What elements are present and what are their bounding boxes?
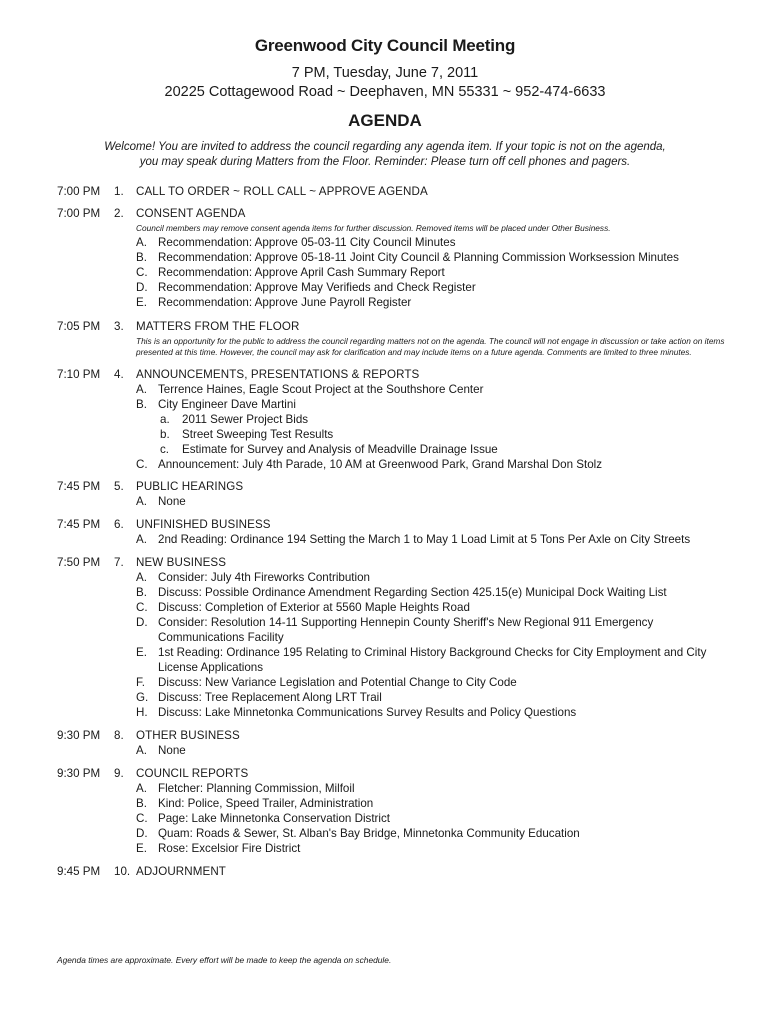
item-time: 7:05 PM: [57, 319, 101, 333]
sub-item-text: Recommendation: Approve 05-18-11 Joint City Council & Planning Commission Worksession Minutes: [158, 250, 679, 264]
item-body: [136, 319, 726, 359]
sub-item-letter: A.: [136, 382, 147, 396]
sub-item: [136, 796, 726, 811]
item-body: [136, 728, 726, 758]
sub-item-text: Terrence Haines, Eagle Scout Project at the Southshore Center: [158, 382, 484, 396]
sub-item-text: Discuss: Completion of Exterior at 5560 Maple Heights Road: [158, 600, 470, 614]
sub-item-text: Quam: Roads & Sewer, St. Alban's Bay Bridge, Minnetonka Community Education: [158, 826, 580, 840]
sub-item: [136, 494, 726, 509]
item-body: [136, 184, 726, 199]
sub-item-letter: A.: [136, 494, 147, 508]
sub-item-letter: G.: [136, 690, 149, 704]
welcome-line: you may speak during Matters from the Floor. Reminder: Please turn off cell phones and pagers.: [139, 156, 631, 168]
item-title: ANNOUNCEMENTS, PRESENTATIONS & REPORTS: [136, 367, 420, 381]
sub-item: [136, 235, 726, 250]
item-number: 4.: [114, 367, 124, 381]
welcome-line: Welcome! You are invited to address the council regarding any agenda item. If your topic is not on the agenda,: [104, 141, 666, 153]
item-body: [136, 517, 726, 547]
agenda-item: [0, 206, 770, 310]
item-title: NEW BUSINESS: [136, 555, 227, 569]
agenda-item: [0, 319, 770, 359]
sub-item-text: Page: Lake Minnetonka Conservation District: [158, 811, 390, 825]
sub-item-text: Consider: Resolution 14-11 Supporting Hennepin County Sheriff's New Regional 911 Emergency Communications Facility: [158, 615, 654, 644]
sub-item-letter: A.: [136, 532, 147, 546]
sub-item: [136, 382, 726, 397]
item-number: 10.: [114, 864, 131, 878]
item-note: Council members may remove consent agenda items for further discussion. Removed items will be placed under Other Business.: [136, 223, 611, 233]
sub-sub-item-text: Estimate for Survey and Analysis of Meadville Drainage Issue: [182, 442, 498, 456]
sub-item-text: Recommendation: Approve April Cash Summary Report: [158, 265, 445, 279]
sub-sub-item-letter: c.: [160, 442, 170, 456]
item-number: 8.: [114, 728, 124, 742]
sub-item-letter: D.: [136, 280, 148, 294]
meeting-address: 20225 Cottagewood Road ~ Deephaven, MN 55331 ~ 952-474-6633: [164, 84, 606, 100]
sub-item-letter: A.: [136, 570, 147, 584]
sub-item-text: Fletcher: Planning Commission, Milfoil: [158, 781, 355, 795]
agenda-item: [0, 184, 770, 199]
sub-item-text: Recommendation: Approve May Verifieds and Check Register: [158, 280, 476, 294]
item-title: MATTERS FROM THE FLOOR: [136, 319, 300, 333]
item-body: [136, 864, 726, 879]
item-body: [136, 555, 726, 720]
sub-item-letter: A.: [136, 781, 147, 795]
sub-item-text: Discuss: Lake Minnetonka Communications Survey Results and Policy Questions: [158, 705, 577, 719]
sub-item: [136, 585, 726, 600]
agenda-heading: AGENDA: [348, 111, 422, 130]
sub-item-letter: B.: [136, 796, 147, 810]
item-body: [136, 367, 726, 472]
sub-item-list: [136, 382, 726, 472]
sub-item: [136, 675, 726, 690]
sub-item-letter: C.: [136, 265, 148, 279]
item-title: UNFINISHED BUSINESS: [136, 517, 271, 531]
sub-item-text: Kind: Police, Speed Trailer, Administration: [158, 796, 374, 810]
sub-item: [136, 690, 726, 705]
agenda-item: [0, 517, 770, 547]
sub-item-letter: B.: [136, 250, 147, 264]
agenda-items: [0, 184, 770, 887]
agenda-item: [0, 555, 770, 720]
agenda-item: [0, 479, 770, 509]
welcome-note: [70, 140, 700, 170]
sub-item: [136, 705, 726, 720]
sub-item-letter: D.: [136, 615, 148, 629]
item-time: 7:10 PM: [57, 367, 101, 381]
sub-item-letter: A.: [136, 235, 147, 249]
sub-sub-item-letter: b.: [160, 427, 170, 441]
sub-item-text: Recommendation: Approve 05-03-11 City Council Minutes: [158, 235, 456, 249]
item-title: CONSENT AGENDA: [136, 207, 246, 220]
item-title: PUBLIC HEARINGS: [136, 479, 244, 493]
item-time: 7:45 PM: [57, 479, 101, 493]
item-body: [136, 479, 726, 509]
sub-item-text: Recommendation: Approve June Payroll Register: [158, 295, 412, 309]
sub-item-text: None: [158, 743, 186, 757]
item-number: 1.: [114, 185, 124, 198]
sub-item-letter: E.: [136, 295, 147, 309]
item-number: 6.: [114, 517, 124, 531]
item-time: 7:00 PM: [57, 185, 101, 198]
item-number: 9.: [114, 766, 124, 780]
sub-item: [136, 457, 726, 472]
item-title: COUNCIL REPORTS: [136, 766, 249, 780]
item-time: 7:50 PM: [57, 555, 101, 569]
item-title: ADJOURNMENT: [136, 864, 226, 878]
sub-sub-item-group: [136, 412, 726, 457]
sub-item-list: [136, 532, 726, 547]
meeting-title: Greenwood City Council Meeting: [254, 36, 516, 55]
sub-item: [136, 532, 726, 547]
agenda-item: [0, 864, 770, 879]
sub-item: [136, 781, 726, 796]
sub-item-text: Discuss: Tree Replacement Along LRT Trail: [158, 690, 382, 704]
sub-item: [136, 295, 726, 310]
item-note: This is an opportunity for the public to address the council regarding matters not on the agenda. The council will not engage in discussion or take action on items presented at this time. However, the council may ask for clarification and may include items on a future agenda. Comments are limited to three minutes.: [136, 335, 725, 357]
sub-sub-item-text: Street Sweeping Test Results: [182, 427, 334, 441]
item-time: 7:00 PM: [57, 207, 101, 220]
item-number: 7.: [114, 555, 124, 569]
agenda-item: [0, 728, 770, 758]
item-number: 5.: [114, 479, 124, 493]
item-time: 7:45 PM: [57, 517, 101, 531]
agenda-item: [0, 766, 770, 856]
item-number: 2.: [114, 207, 124, 220]
sub-sub-item-letter: a.: [160, 412, 170, 426]
sub-item-list: [136, 235, 726, 310]
sub-sub-item-text: 2011 Sewer Project Bids: [182, 412, 309, 426]
sub-item-text: Discuss: New Variance Legislation and Potential Change to City Code: [158, 675, 517, 689]
sub-item: [136, 570, 726, 585]
sub-item-letter: H.: [136, 705, 148, 719]
item-time: 9:30 PM: [57, 728, 101, 742]
item-body: [136, 766, 726, 856]
sub-item-text: Rose: Excelsior Fire District: [158, 841, 301, 855]
footer-note: Agenda times are approximate. Every effort will be made to keep the agenda on schedule.: [57, 955, 392, 965]
sub-item-text: Discuss: Possible Ordinance Amendment Regarding Section 425.15(e) Municipal Dock Waiting List: [158, 585, 667, 599]
sub-item: [136, 600, 726, 615]
sub-item: [136, 280, 726, 295]
sub-sub-item-list: [136, 412, 726, 457]
item-number: 3.: [114, 319, 124, 333]
item-title: CALL TO ORDER ~ ROLL CALL ~ APPROVE AGENDA: [136, 185, 428, 198]
sub-item-text: Consider: July 4th Fireworks Contribution: [158, 570, 370, 584]
sub-item-text: 2nd Reading: Ordinance 194 Setting the March 1 to May 1 Load Limit at 5 Tons Per Axle on City Streets: [158, 532, 691, 546]
sub-item-letter: F.: [136, 675, 146, 689]
sub-item: [136, 743, 726, 758]
agenda-item: [0, 367, 770, 472]
sub-sub-item: [136, 442, 726, 457]
sub-item: [136, 826, 726, 841]
sub-item-letter: A.: [136, 743, 147, 757]
item-title: OTHER BUSINESS: [136, 728, 240, 742]
sub-sub-item: [136, 412, 726, 427]
sub-item: [136, 841, 726, 856]
sub-item-list: [136, 494, 726, 509]
sub-item-letter: C.: [136, 811, 148, 825]
meeting-datetime: 7 PM, Tuesday, June 7, 2011: [291, 65, 479, 81]
sub-item-letter: C.: [136, 457, 148, 471]
sub-item-list: [136, 743, 726, 758]
sub-item-list: [136, 570, 726, 720]
sub-item: [136, 615, 726, 645]
sub-item-letter: E.: [136, 841, 147, 855]
item-body: [136, 206, 726, 310]
item-time: 9:30 PM: [57, 766, 101, 780]
sub-item: [136, 811, 726, 826]
sub-item-letter: B.: [136, 585, 147, 599]
item-time: 9:45 PM: [57, 864, 101, 878]
sub-item-text: City Engineer Dave Martini: [158, 397, 296, 411]
sub-sub-item: [136, 427, 726, 442]
sub-item: [136, 265, 726, 280]
sub-item-text: 1st Reading: Ordinance 195 Relating to Criminal History Background Checks for City Employment and City License Applications: [158, 645, 707, 674]
sub-item: [136, 397, 726, 412]
sub-item: [136, 645, 726, 675]
sub-item-list: [136, 781, 726, 856]
sub-item-letter: E.: [136, 645, 147, 659]
sub-item-text: Announcement: July 4th Parade, 10 AM at Greenwood Park, Grand Marshal Don Stolz: [158, 457, 603, 471]
sub-item-letter: D.: [136, 826, 148, 840]
sub-item: [136, 250, 726, 265]
sub-item-text: None: [158, 494, 186, 508]
sub-item-letter: C.: [136, 600, 148, 614]
sub-item-letter: B.: [136, 397, 147, 411]
